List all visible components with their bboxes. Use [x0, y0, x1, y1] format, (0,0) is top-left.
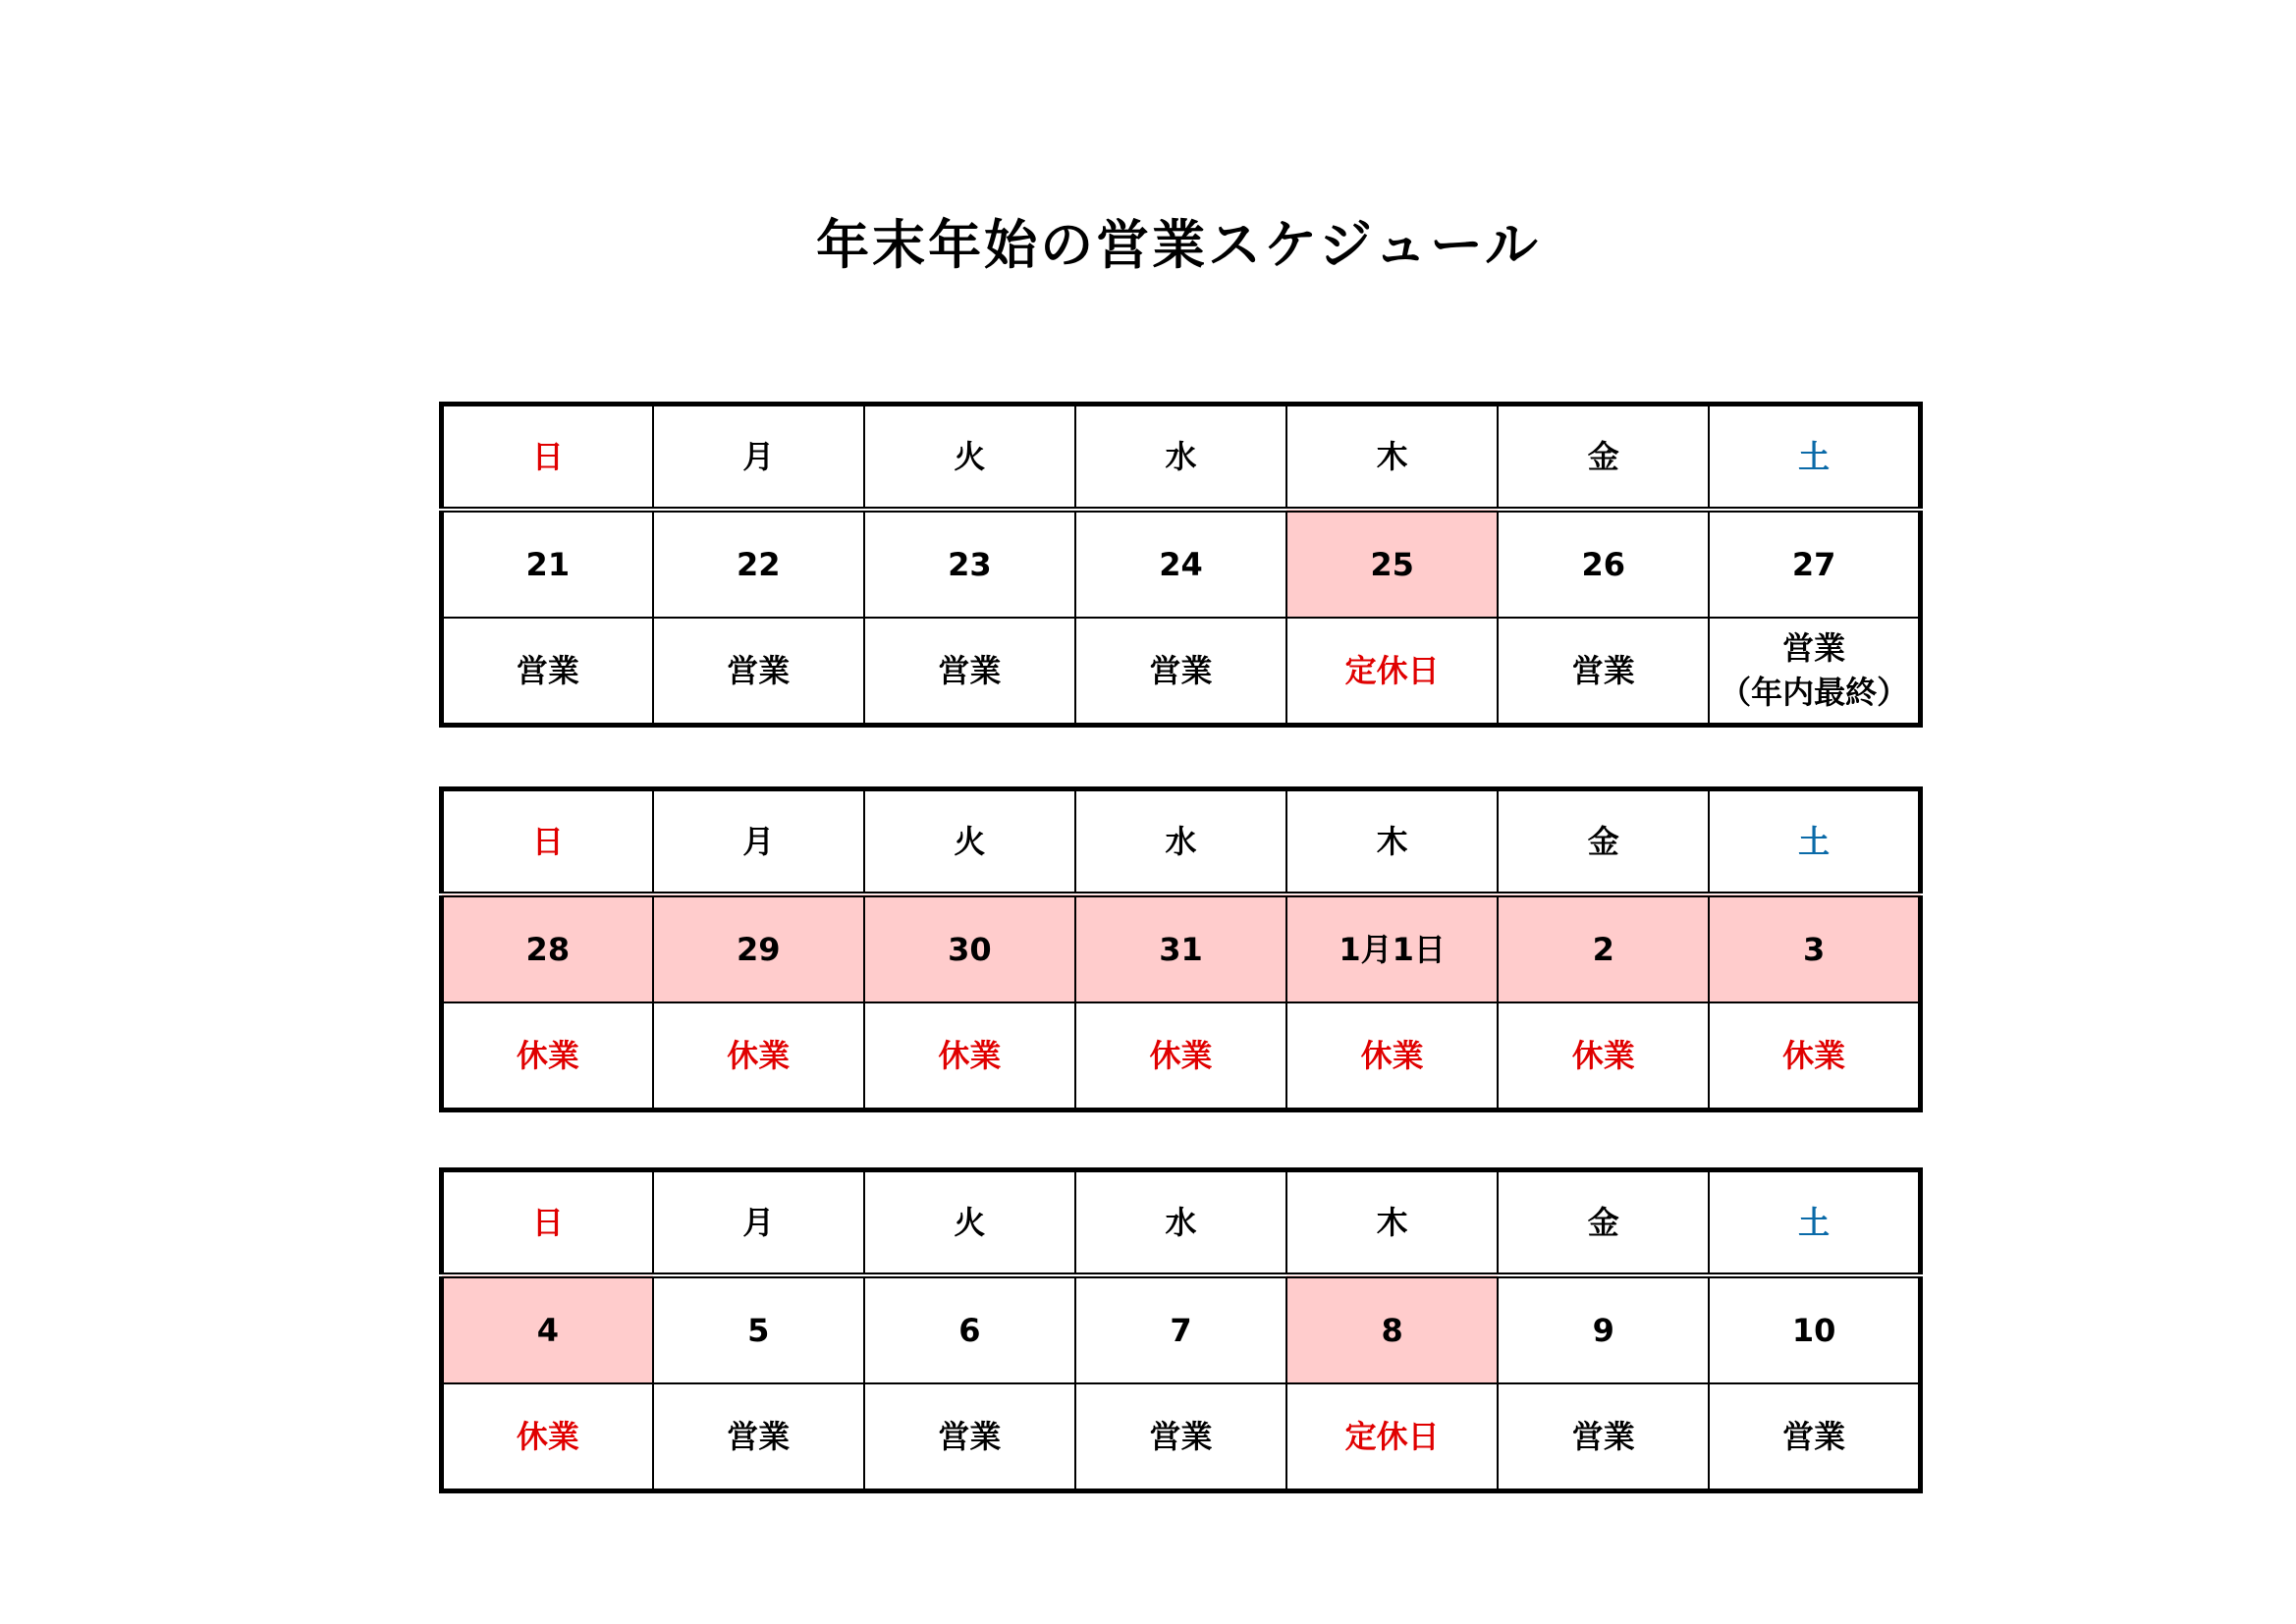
date-cell-closed: 30 — [864, 894, 1075, 1002]
date-row — [442, 1275, 1921, 1383]
week-table-2 — [439, 786, 1923, 1112]
date-cell-closed: 31 — [1075, 894, 1286, 1002]
status-cell-closed: 定休日 — [1286, 1383, 1498, 1491]
week-table-1 — [439, 402, 1923, 728]
weekday-fri: 金 — [1498, 789, 1709, 895]
weekday-sat: 土 — [1709, 405, 1920, 511]
date-cell-closed: 29 — [653, 894, 864, 1002]
weekday-fri: 金 — [1498, 1170, 1709, 1276]
date-cell-closed: 4 — [442, 1275, 653, 1383]
weekday-thu: 木 — [1286, 789, 1498, 895]
date-cell: 27 — [1709, 510, 1920, 618]
date-cell-closed: 3 — [1709, 894, 1920, 1002]
status-row — [442, 1002, 1921, 1110]
weekday-mon: 月 — [653, 405, 864, 511]
date-cell: 26 — [1498, 510, 1709, 618]
status-note: （年内最終） — [1720, 674, 1909, 711]
date-cell-closed: 28 — [442, 894, 653, 1002]
weekday-sat: 土 — [1709, 789, 1920, 895]
date-cell-closed: 8 — [1286, 1275, 1498, 1383]
status-cell: 営業 — [1498, 618, 1709, 726]
date-cell: 6 — [864, 1275, 1075, 1383]
date-cell: 9 — [1498, 1275, 1709, 1383]
weekday-wed: 水 — [1075, 1170, 1286, 1276]
date-cell: 7 — [1075, 1275, 1286, 1383]
status-cell-closed: 休業 — [1709, 1002, 1920, 1110]
status-cell-closed: 休業 — [442, 1002, 653, 1110]
status-row — [442, 618, 1921, 726]
weekday-tue: 火 — [864, 1170, 1075, 1276]
weekday-header-row — [442, 405, 1921, 511]
page-title: 年末年始の営業スケジュール — [816, 214, 1541, 276]
weekday-thu: 木 — [1286, 1170, 1498, 1276]
date-cell: 24 — [1075, 510, 1286, 618]
status-cell: 営業 — [864, 618, 1075, 726]
date-cell-closed: 2 — [1498, 894, 1709, 1002]
status-cell: 営業 — [442, 618, 653, 726]
weekday-sun: 日 — [442, 1170, 653, 1276]
status-cell: 営業 — [1075, 1383, 1286, 1491]
status-cell-closed: 休業 — [653, 1002, 864, 1110]
date-row — [442, 894, 1921, 1002]
week-table-3 — [439, 1167, 1923, 1493]
weekday-tue: 火 — [864, 405, 1075, 511]
weekday-wed: 水 — [1075, 789, 1286, 895]
weekday-sun: 日 — [442, 789, 653, 895]
weekday-tue: 火 — [864, 789, 1075, 895]
status-cell-closed: 休業 — [864, 1002, 1075, 1110]
weekday-fri: 金 — [1498, 405, 1709, 511]
weekday-header-row — [442, 1170, 1921, 1276]
status-cell: 営業 — [653, 1383, 864, 1491]
weekday-header-row — [442, 789, 1921, 895]
weekday-mon: 月 — [653, 1170, 864, 1276]
date-cell: 23 — [864, 510, 1075, 618]
status-cell-closed: 休業 — [1075, 1002, 1286, 1110]
date-cell: 5 — [653, 1275, 864, 1383]
status-label: 営業 — [1782, 629, 1846, 668]
status-cell: 営業 — [653, 618, 864, 726]
status-cell: 営業 — [1709, 1383, 1920, 1491]
weekday-wed: 水 — [1075, 405, 1286, 511]
status-cell: 営業 — [1498, 1383, 1709, 1491]
date-cell: 21 — [442, 510, 653, 618]
weekday-sun: 日 — [442, 405, 653, 511]
weekday-mon: 月 — [653, 789, 864, 895]
date-cell: 22 — [653, 510, 864, 618]
weekday-sat: 土 — [1709, 1170, 1920, 1276]
date-cell-closed: 25 — [1286, 510, 1498, 618]
status-cell-closed: 休業 — [1498, 1002, 1709, 1110]
status-cell-closed: 定休日 — [1286, 618, 1498, 726]
status-cell-closed: 休業 — [1286, 1002, 1498, 1110]
date-cell: 10 — [1709, 1275, 1920, 1383]
status-row — [442, 1383, 1921, 1491]
status-cell-closed: 休業 — [442, 1383, 653, 1491]
date-row — [442, 510, 1921, 618]
date-cell-closed: 1月1日 — [1286, 894, 1498, 1002]
status-cell: 営業 — [1075, 618, 1286, 726]
status-cell: 営業 — [864, 1383, 1075, 1491]
weekday-thu: 木 — [1286, 405, 1498, 511]
status-cell-last-day — [1709, 618, 1920, 726]
